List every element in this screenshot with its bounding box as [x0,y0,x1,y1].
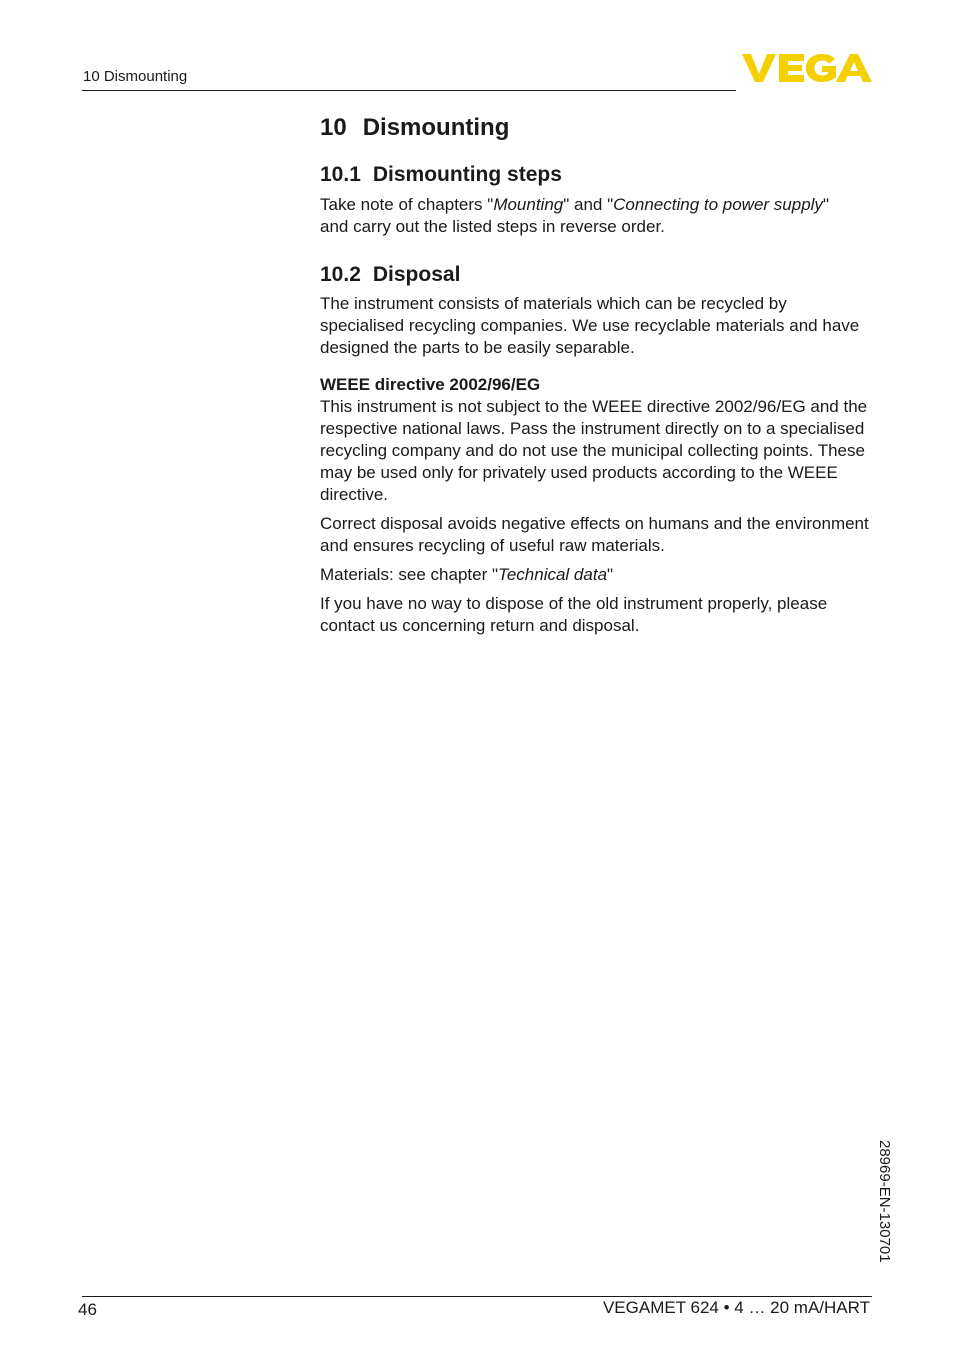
weee-heading: WEEE directive 2002/96/EG [320,375,541,394]
chapter-title: Dismounting [362,114,510,141]
text-run: Take note of chapters " [320,195,494,214]
text-run: and carry out the listed steps in reverse order. [320,217,665,236]
page-number: 46 [78,1300,97,1319]
paragraph-dismounting-steps [320,194,875,238]
section-title: Disposal [372,263,461,286]
chapter-ref-mounting: Mounting [493,195,564,214]
chapter-heading [320,112,875,144]
text-run: Materials: see chapter " [320,565,499,584]
text-run: " and " [563,195,614,214]
section-number: 10.1 [320,163,361,186]
chapter-ref-technical-data: Technical data [498,565,608,584]
section-heading-disposal [320,261,875,289]
main-content [320,110,875,637]
section-title: Dismounting steps [372,163,562,186]
chapter-number: 10 [320,114,347,141]
section-number: 10.2 [320,263,361,286]
running-header: 10 Dismounting [83,68,188,85]
paragraph-materials-ref [320,564,875,586]
footer-divider [82,1296,872,1297]
paragraph-materials: The instrument consists of materials which can be recycled by specialised recycling companies. We use recyclable materials and have designed the parts to be easily separable. [320,294,860,357]
paragraph-contact: If you have no way to dispose of the old instrument properly, please contact us concerning return and disposal. [320,594,828,635]
vega-logo [742,52,872,84]
chapter-ref-power-supply: Connecting to power supply [613,195,823,214]
text-run: " [607,565,614,584]
section-heading-dismounting-steps [320,161,875,189]
text-run: " [822,195,829,214]
paragraph-weee: This instrument is not subject to the WEEE directive 2002/96/EG and the respective national laws. Pass the instrument directly on to a specialised recycling company and do not use the municipal collecting points. These may be used only for privately used products according to the WEEE directive. [320,397,868,504]
header-divider [82,90,736,91]
paragraph-correct-disposal: Correct disposal avoids negative effects on humans and the environment and ensures recycling of useful raw materials. [320,514,869,555]
document-id: 28969-EN-130701 [876,1140,893,1263]
product-name: VEGAMET 624 • 4 … 20 mA/HART [602,1298,870,1317]
